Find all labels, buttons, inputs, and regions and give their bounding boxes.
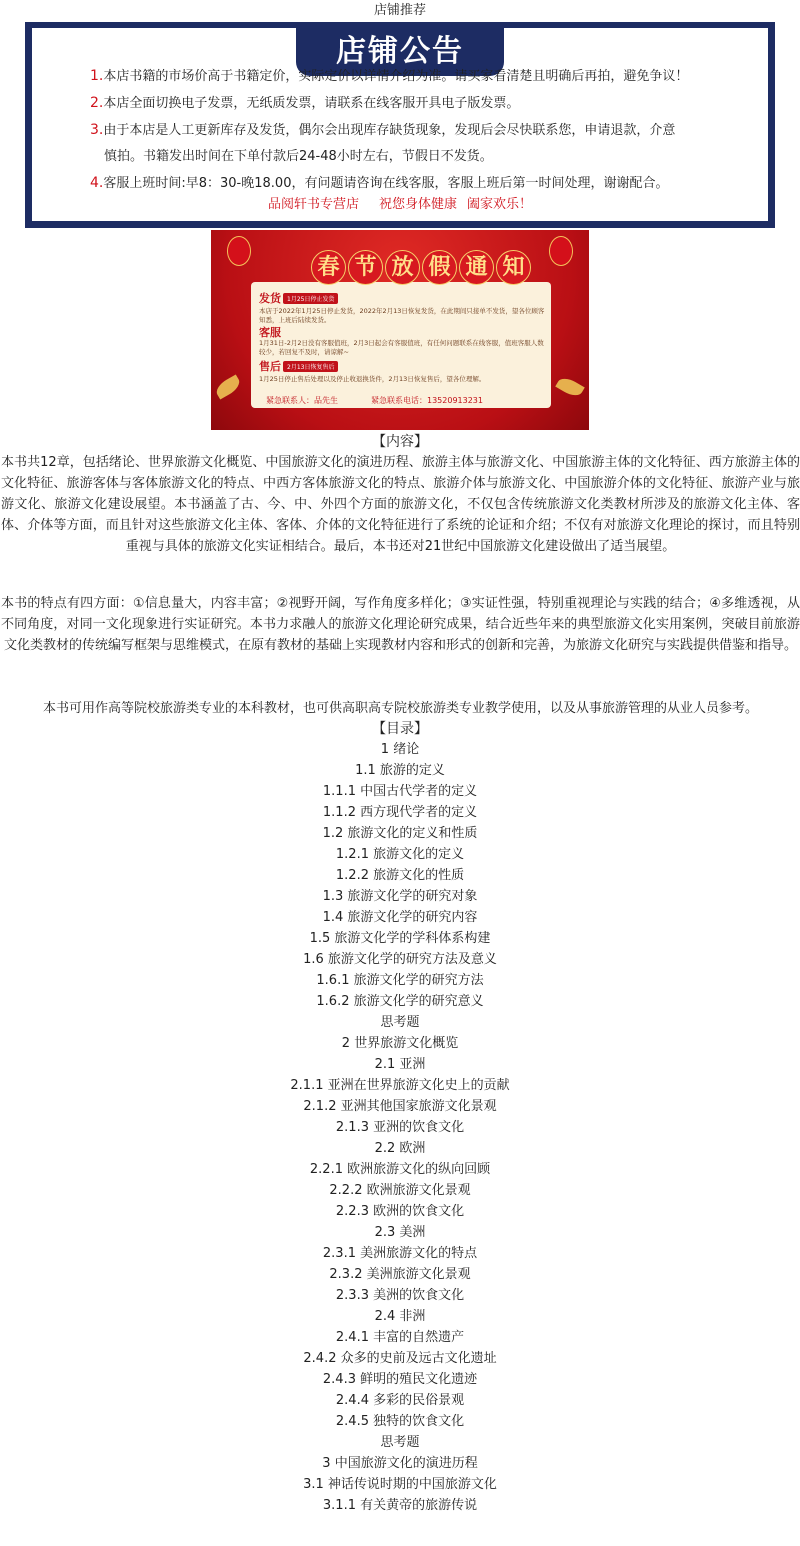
toc-item: 1 绪论: [380, 742, 420, 757]
announcement-item: 2.本店全面切换电子发票，无纸质发票，请联系在线客服开具电子版发票。: [90, 95, 520, 111]
announcement-slogan: 品阅轩书专营店 祝您身体健康 阖家欢乐！: [267, 197, 533, 212]
toc-item: 2.2.2 欧洲旅游文化景观: [329, 1183, 471, 1198]
store-announcement: [25, 22, 775, 228]
content-paragraph: 本书共12章，包括绪论、世界旅游文化概览、中国旅游文化的演进历程、旅游主体与旅游文化、中国旅游主体的文化特征、西方旅游主体的文化特征、旅游客体与客体旅游文化的特点、中西方客体旅游文化的特点、旅游介体与旅游文化、中国旅游介体的文化特征、旅游产业与旅游文化、旅游文化建设展望。本书涵盖了古、今、中、外四个方面的旅游文化，不仅包含传统旅游文化类教材所涉及的旅游文化主体、客体、介体等方面，而且针对这些旅游文化主体、客体、介体的文化特征进行了系统的论证和介绍；不仅有对旅游文化理论的探讨，而且特别重视与具体的旅游文化实证相结合。最后，本书还对21世纪中国旅游文化建设做出了适当展望。: [1, 455, 800, 554]
announcement-badge: 店铺公告: [296, 24, 504, 76]
toc-item: 2.3 美洲: [374, 1225, 426, 1240]
toc-item: 3.1 神话传说时期的中国旅游文化: [303, 1477, 497, 1492]
contact-phone: 紧急联系电话：13520913231: [371, 396, 483, 405]
toc-item: 2.4.2 众多的史前及远古文化遗址: [303, 1351, 497, 1366]
toc-heading: 【目录】: [372, 721, 428, 737]
gold-leaf-icon: [555, 374, 585, 399]
spring-title: 春 节 放 假 通 知: [311, 250, 531, 285]
announcement-list: [90, 63, 688, 197]
toc-item: 2.2.3 欧洲的饮食文化: [335, 1204, 465, 1219]
toc-item: 3 中国旅游文化的演进历程: [322, 1456, 478, 1471]
toc-item: 2.4.4 多彩的民俗景观: [335, 1393, 465, 1408]
lantern-icon: [549, 236, 573, 266]
toc-item: 1.1.1 中国古代学者的定义: [322, 784, 478, 799]
toc-item: 2.4.5 独特的饮食文化: [335, 1414, 465, 1429]
announcement-item: 4.客服上班时间:早8：30-晚18.00，有问题请咨询在线客服，客服上班后第一时间处理，谢谢配合。: [90, 175, 669, 191]
toc-item: 1.2.1 旅游文化的定义: [335, 847, 465, 862]
table-of-contents: [0, 739, 800, 1516]
toc-item: 1.6.2 旅游文化学的研究意义: [316, 994, 484, 1009]
toc-item: 1.3 旅游文化学的研究对象: [322, 889, 478, 904]
content-heading: 【内容】: [372, 434, 428, 450]
contact-person: 紧急联系人：品先生: [266, 396, 338, 405]
toc-item: 1.5 旅游文化学的学科体系构建: [309, 931, 491, 946]
toc-item: 2.4.3 鲜明的殖民文化遗迹: [322, 1372, 478, 1387]
announcement-item: 1.本店书籍的市场价高于书籍定价，实际定价以详情介绍为准。请买家看清楚且明确后再拍，避免争议！: [90, 68, 689, 84]
toc-item: 2.4 非洲: [374, 1309, 426, 1324]
shop-recommend-title: 店铺推荐: [373, 3, 426, 18]
toc-item: 1.2 旅游文化的定义和性质: [322, 826, 478, 841]
toc-item: 2.3.2 美洲旅游文化景观: [329, 1267, 471, 1282]
toc-item: 1.6.1 旅游文化学的研究方法: [316, 973, 484, 988]
shipping-tag: 1月25日停止发货: [283, 293, 338, 304]
toc-item: 2.4.1 丰富的自然遗产: [335, 1330, 465, 1345]
toc-item: 1.4 旅游文化学的研究内容: [322, 910, 478, 925]
toc-item: 3.1.1 有关黄帝的旅游传说: [322, 1498, 478, 1513]
service-label: 客服: [259, 326, 281, 339]
content-paragraph: 本书可用作高等院校旅游类专业的本科教材，也可供高职高专院校旅游类专业教学使用，以及从事旅游管理的从业人员参考。: [42, 701, 758, 716]
toc-item: 2.3.3 美洲的饮食文化: [335, 1288, 465, 1303]
toc-item: 2.2.1 欧洲旅游文化的纵向回顾: [309, 1162, 491, 1177]
toc-item: 思考题: [380, 1015, 420, 1030]
announcement-item: 慎拍。书籍发出时间在下单付款后24-48小时左右，节假日不发货。: [104, 149, 493, 164]
gold-leaf-icon: [213, 374, 243, 399]
toc-item: 2.1.3 亚洲的饮食文化: [335, 1120, 465, 1135]
toc-item: 思考题: [380, 1435, 420, 1450]
shipping-label: 发货: [259, 292, 281, 305]
toc-item: 2 世界旅游文化概览: [341, 1036, 459, 1051]
lantern-icon: [227, 236, 251, 266]
toc-item: 2.3.1 美洲旅游文化的特点: [322, 1246, 478, 1261]
toc-item: 2.1 亚洲: [374, 1057, 426, 1072]
toc-item: 1.2.2 旅游文化的性质: [335, 868, 465, 883]
toc-item: 2.1.2 亚洲其他国家旅游文化景观: [303, 1099, 497, 1114]
content-paragraph: 本书的特点有四方面：①信息量大，内容丰富；②视野开阔，写作角度多样化；③实证性强，特别重视理论与实践的结合；④多维透视，从不同角度，对同一文化现象进行实证研究。本书力求融人的旅游文化理论研究成果，结合近些年来的典型旅游文化实用案例，突破目前旅游文化类教材的传统编写框架与思维模式，在原有教材的基础上实现教材内容和形式的创新和完善，为旅游文化研究与实践提供借鉴和指导。: [1, 596, 800, 653]
toc-item: 1.6 旅游文化学的研究方法及意义: [303, 952, 497, 967]
toc-item: 1.1.2 西方现代学者的定义: [322, 805, 478, 820]
toc-item: 2.2 欧洲: [374, 1141, 426, 1156]
spring-festival-notice-banner: 春 节 放 假 通 知 发货 1月25日停止发货 本店于2022年1月25日停止发货，2022年2月13日恢复发货，在此期间只接单不发货，望各位顾客 知悉，上班后陆续发货。 客服 1月31日-2月2日没有客服值班，2月3日起会有客服值班，有任何问题联系在线客服，值班客服人数 较少，若回复不及时，请谅解~ 售后 2月13日恢复售后 1月25日停止售后处理以及停止收退换货件，2月13日恢复售后，望各位理解。 紧急联系人：品先生 紧急联系电话：13520913231: [211, 230, 589, 430]
toc-item: 1.1 旅游的定义: [355, 763, 445, 778]
toc-item: 2.1.1 亚洲在世界旅游文化史上的贡献: [290, 1078, 510, 1093]
aftersale-label: 售后: [259, 360, 281, 373]
aftersale-tag: 2月13日恢复售后: [283, 361, 338, 372]
announcement-item: 3.由于本店是人工更新库存及发货，偶尔会出现库存缺货现象，发现后会尽快联系您，申请退款，介意: [90, 122, 676, 138]
